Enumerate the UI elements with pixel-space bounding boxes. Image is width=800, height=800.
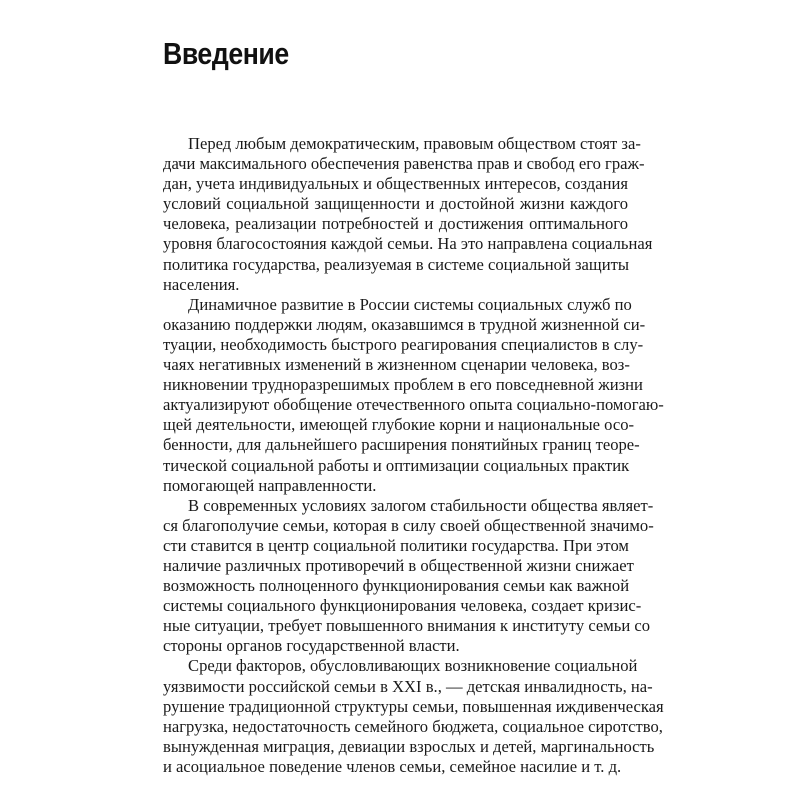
text-line: щей деятельности, имеющей глубокие корни и национальные осо-: [163, 415, 635, 435]
text-line: ся благополучие семьи, которая в силу своей общественной значимо-: [163, 515, 654, 535]
text-line: условий социальной защищенности и достойной жизни каждого: [163, 194, 628, 214]
text-line: помогающей направленности.: [163, 475, 377, 495]
paragraph: [163, 656, 664, 777]
text-line: туации, необходимость быстрого реагирования специалистов в слу-: [163, 334, 644, 354]
text-line: чаях негативных изменений в жизненном сценарии человека, воз-: [163, 355, 630, 375]
text-line: дачи максимального обеспечения равенства прав и свобод его граж-: [163, 154, 645, 174]
text-line: нагрузка, недостаточность семейного бюджета, социальное сиротство,: [163, 716, 663, 736]
text-line: и асоциальное поведение членов семьи, семейное насилие и т. д.: [163, 756, 622, 776]
text-line: бенности, для дальнейшего расширения понятийных границ теоре-: [163, 435, 640, 455]
text-line: рушение традиционной структуры семьи, повышенная иждивенческая: [163, 696, 664, 716]
text-line: системы социального функционирования человека, создает кризис-: [163, 596, 642, 616]
text-line: Перед любым демократическим, правовым обществом стоят за-: [188, 134, 641, 153]
text-line: возможность полноценного функционирования семьи как важной: [163, 576, 630, 596]
page-title: Введение: [163, 36, 289, 71]
text-line: стороны органов государственной власти.: [163, 636, 460, 656]
text-line: политика государства, реализуемая в системе социальной защиты: [163, 254, 629, 274]
text-line: уязвимости российской семьи в XXI в., — детская инвалидность, на-: [163, 676, 653, 696]
text-line: уровня благосостояния каждой семьи. На это направлена социальная: [163, 234, 653, 254]
text-line: человека, реализации потребностей и достижения оптимального: [163, 214, 628, 234]
paragraph: [163, 134, 653, 295]
text-line: оказанию поддержки людям, оказавшимся в трудной жизненной си-: [163, 314, 646, 334]
document-body: [163, 134, 664, 777]
text-line: В современных условиях залогом стабильности общества являет-: [188, 495, 654, 515]
paragraph: [163, 294, 664, 496]
text-line: сти ставится в центр социальной политики государства. При этом: [163, 535, 629, 555]
text-line: Среди факторов, обусловливающих возникновение социальной: [188, 656, 638, 676]
text-line: тической социальной работы и оптимизации социальных практик: [163, 455, 630, 475]
text-line: Динамичное развитие в России системы социальных служб по: [188, 294, 632, 314]
text-line: населения.: [163, 274, 240, 294]
paragraph: [163, 495, 654, 657]
text-line: актуализируют обобщение отечественного опыта социально-помогаю-: [163, 395, 664, 415]
text-line: наличие различных противоречий в общественной жизни снижает: [163, 555, 634, 575]
text-line: вынужденная миграция, девиации взрослых и детей, маргинальность: [163, 736, 655, 756]
text-line: дан, учета индивидуальных и общественных интересов, создания: [163, 174, 628, 194]
text-line: ные ситуации, требует повышенного внимания к институту семьи со: [163, 616, 651, 636]
text-line: никновении трудноразрешимых проблем в его повседневной жизни: [163, 375, 643, 395]
